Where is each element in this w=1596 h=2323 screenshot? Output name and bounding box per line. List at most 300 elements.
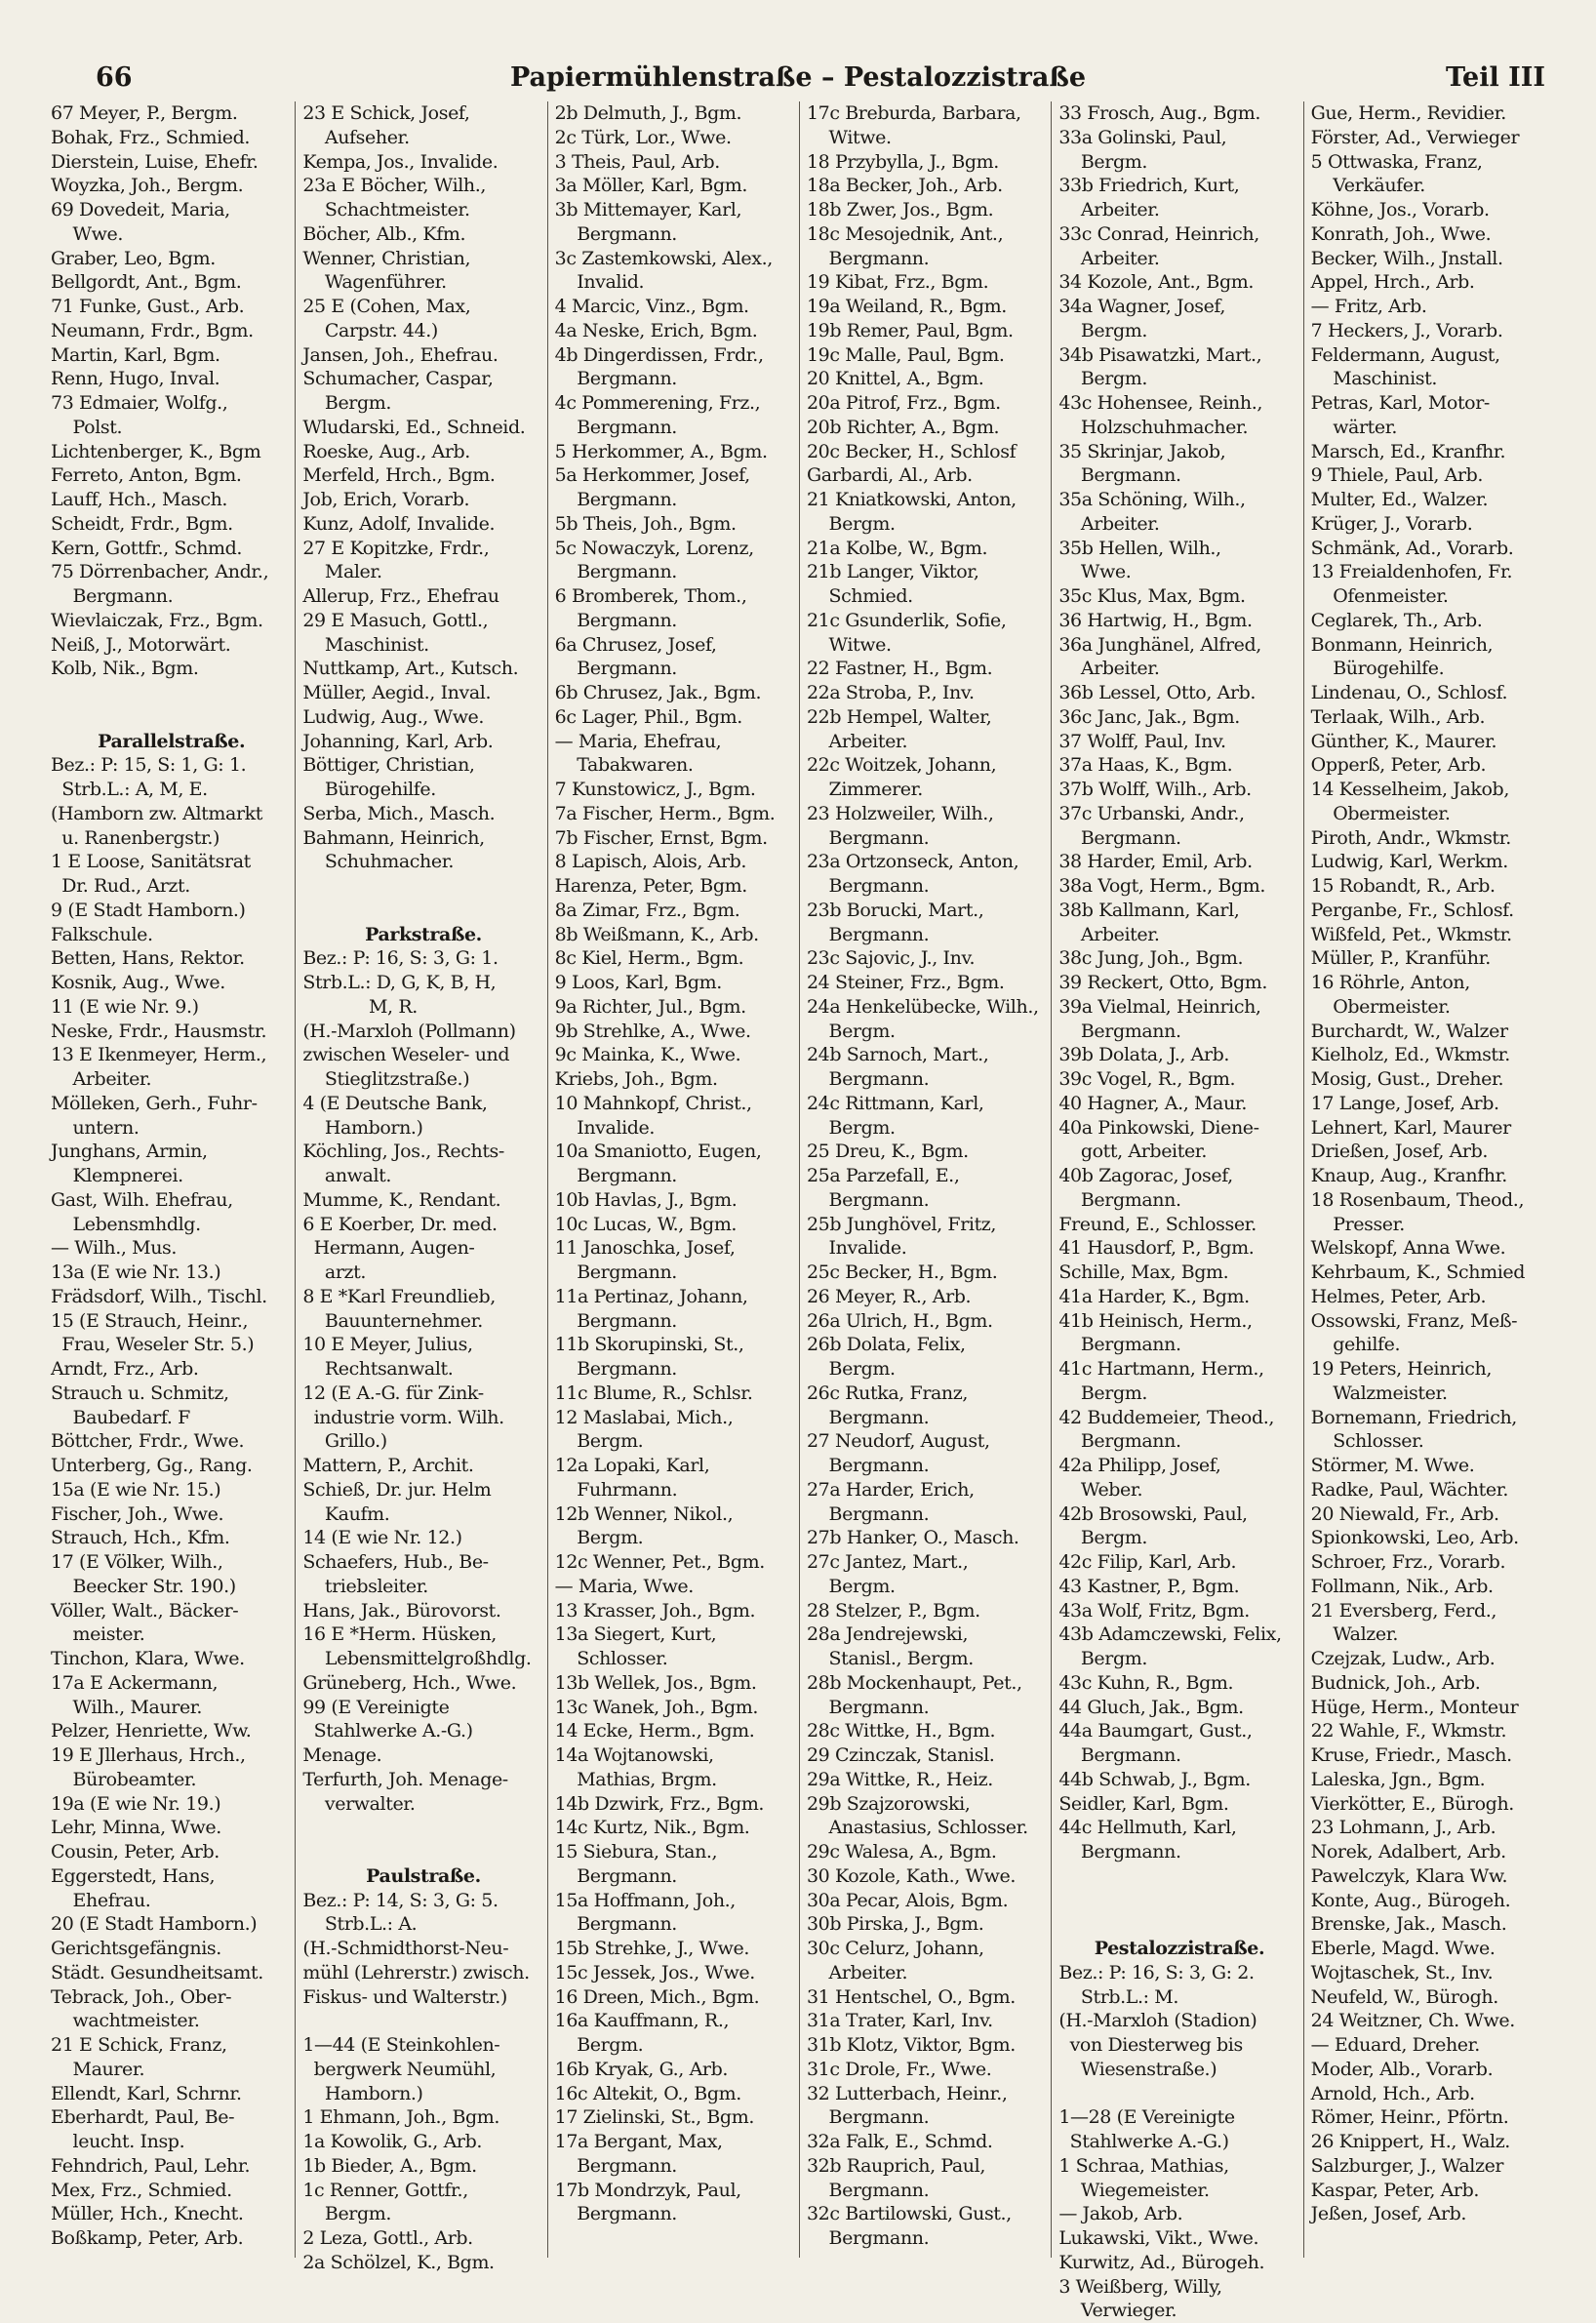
directory-entry-line: 15c Jessek, Jos., Wwe.	[554, 1961, 755, 1983]
directory-entry-line: 19 Kibat, Frz., Bgm.	[806, 271, 989, 294]
directory-entry-line: 27a Harder, Erich,	[806, 1478, 975, 1501]
directory-entry-line: Römer, Heinr., Pförtn.	[1310, 2106, 1509, 2129]
directory-entry-line: Unterberg, Gg., Rang.	[51, 1455, 253, 1476]
directory-entry-line: Aufseher.	[302, 126, 410, 148]
directory-entry-line: 15 (E Strauch, Heinr.,	[51, 1309, 249, 1332]
directory-entry-line: 39 Reckert, Otto, Bgm.	[1058, 972, 1268, 993]
directory-entry-line: Bornemann, Friedrich,	[1310, 1406, 1517, 1428]
directory-entry-line: Beecker Str. 190.)	[51, 1575, 236, 1597]
directory-entry-line: Bergmann.	[554, 1262, 677, 1283]
directory-entry-line: 31c Drole, Fr., Wwe.	[806, 2058, 992, 2080]
directory-entry-line: 24c Rittmann, Karl,	[806, 1092, 984, 1114]
directory-entry-line: Martin, Karl, Bgm.	[51, 343, 220, 366]
directory-entry-line: Bergmann.	[554, 1864, 677, 1887]
directory-entry-line: 23a E Böcher, Wilh.,	[302, 175, 487, 197]
directory-entry-line: 42 Buddemeier, Theod.,	[1058, 1406, 1274, 1428]
directory-entry-line: Wwe.	[51, 222, 124, 245]
directory-entry-line: 38c Jung, Joh., Bgm.	[1058, 947, 1244, 970]
directory-entry-line: Bez.: P: 14, S: 3, G: 5.	[302, 1889, 499, 1911]
directory-entry-line: Ludwig, Karl, Werkm.	[1310, 851, 1508, 873]
directory-entry-line: 37a Haas, K., Bgm.	[1058, 754, 1233, 777]
directory-entry-line: Neske, Frdr., Hausmstr.	[51, 1020, 267, 1042]
directory-entry-line: Witwe.	[806, 633, 892, 656]
directory-entry-line: Bergmann.	[554, 489, 677, 510]
directory-entry-line: wachtmeister.	[51, 2010, 200, 2032]
directory-entry-line: 34b Pisawatzki, Mart.,	[1058, 343, 1262, 366]
directory-entry-line: 25 Dreu, K., Bgm.	[806, 1141, 969, 1163]
directory-entry-line: Feldermann, August,	[1310, 343, 1500, 366]
directory-entry-line: 39a Vielmal, Heinrich,	[1058, 995, 1261, 1018]
directory-entry-line: 23 Lohmann, J., Arb.	[1310, 1817, 1496, 1839]
directory-entry-line: Drießen, Josef, Arb.	[1310, 1141, 1489, 1163]
directory-entry-line: 10a Smaniotto, Eugen,	[554, 1141, 762, 1163]
directory-entry-line: Verkäufer.	[1310, 175, 1425, 197]
directory-entry-line: 25b Junghövel, Fritz,	[806, 1213, 997, 1235]
directory-entry-line: Bellgordt, Ant., Bgm.	[51, 271, 242, 294]
directory-entry-line: Cousin, Peter, Arb.	[51, 1841, 219, 1862]
directory-entry-line: 6a Chrusez, Josef,	[554, 633, 717, 656]
directory-entry-line: Schieß, Dr. jur. Helm	[302, 1478, 492, 1501]
directory-entry-line: Neiß, J., Motorwärt.	[51, 633, 231, 656]
directory-entry-line: Bergmann.	[554, 1309, 677, 1332]
directory-entry-line: 20b Richter, A., Bgm.	[806, 416, 1000, 438]
directory-entry-line: Invalide.	[554, 1116, 656, 1139]
directory-entry-line	[1058, 1864, 1299, 1889]
directory-entry-line: Ofenmeister.	[1310, 585, 1449, 607]
directory-entry-line: Schuhmacher.	[302, 851, 454, 873]
directory-entry-line: 42c Filip, Karl, Arb.	[1058, 1551, 1237, 1573]
directory-entry-line: mühl (Lehrerstr.) zwisch.	[302, 1961, 530, 1983]
directory-entry-line: 75 Dörrenbacher, Andr.,	[51, 561, 269, 583]
directory-entry-line: Mattern, P., Archit.	[302, 1455, 474, 1476]
directory-entry-line: 1 Schraa, Mathias,	[1058, 2154, 1229, 2177]
directory-entry-line: 27b Hanker, O., Masch.	[806, 1527, 1019, 1549]
directory-entry-line: Eberle, Magd. Wwe.	[1310, 1938, 1496, 1959]
directory-entry-line: Kriebs, Joh., Bgm.	[554, 1068, 718, 1090]
directory-entry-line: 19a Weiland, R., Bgm.	[806, 296, 1007, 317]
directory-entry-line: 23b Borucki, Mart.,	[806, 899, 984, 921]
directory-entry-line: 3a Möller, Karl, Bgm.	[554, 175, 748, 197]
directory-entry-line: Tinchon, Klara, Wwe.	[51, 1648, 245, 1669]
directory-entry-line: Rechtsanwalt.	[302, 1358, 454, 1380]
directory-entry-line: Dr. Rud., Arzt.	[51, 875, 190, 897]
directory-entry-line: Maler.	[302, 561, 382, 583]
directory-entry-line: 2a Schölzel, K., Bgm.	[302, 2251, 495, 2273]
directory-entry-line: Bergmann.	[554, 561, 677, 583]
directory-entry-line: Hamborn.)	[302, 2082, 423, 2104]
directory-entry-line: 39c Vogel, R., Bgm.	[1058, 1068, 1236, 1090]
directory-entry-line: 36a Junghänel, Alfred,	[1058, 633, 1261, 656]
directory-entry-line: Bergm.	[554, 1527, 644, 1549]
directory-entry-line: Tebrack, Joh., Ober-	[51, 1985, 232, 2008]
directory-entry-line: Bergmann.	[554, 2203, 677, 2225]
directory-entry-line: 19c Malle, Paul, Bgm.	[806, 343, 1005, 366]
directory-entry-line: 4b Dingerdissen, Frdr.,	[554, 343, 764, 366]
directory-entry-line: anwalt.	[302, 1165, 391, 1186]
directory-entry-line: 2 Leza, Gottl., Arb.	[302, 2227, 473, 2249]
column-1	[51, 101, 295, 2258]
directory-entry-line: 14 Ecke, Herm., Bgm.	[554, 1720, 755, 1742]
directory-entry-line: 43a Wolf, Fritz, Bgm.	[1058, 1599, 1250, 1622]
directory-entry-line: Bergm.	[302, 2203, 391, 2225]
directory-entry-line: Schille, Max, Bgm.	[1058, 1262, 1229, 1283]
directory-entry-line: Scheidt, Frdr., Bgm.	[51, 512, 233, 535]
directory-entry-line: 32c Bartilowski, Gust.,	[806, 2203, 1012, 2225]
directory-entry-line: 20c Becker, H., Schlosf	[806, 440, 1017, 462]
directory-entry-line: 35a Schöning, Wilh.,	[1058, 489, 1246, 510]
directory-entry-line: 14 (E wie Nr. 12.)	[302, 1527, 462, 1549]
directory-entry-line: industrie vorm. Wilh.	[302, 1406, 504, 1428]
directory-entry-line: gehilfe.	[1310, 1334, 1401, 1356]
directory-entry-line: 11c Blume, R., Schlsr.	[554, 1382, 753, 1404]
directory-entry-line: Bergm.	[554, 2034, 644, 2056]
directory-entry-line: bergwerk Neumühl,	[302, 2058, 497, 2080]
directory-entry-line: Maurer.	[51, 2058, 145, 2080]
directory-entry-line: 17a E Ackermann,	[51, 1671, 219, 1694]
directory-entry-line: Burchardt, W., Walzer	[1310, 1020, 1508, 1042]
directory-entry-line: 6b Chrusez, Jak., Bgm.	[554, 682, 762, 703]
directory-entry-line: 38b Kallmann, Karl,	[1058, 899, 1240, 921]
directory-entry-line: 1—44 (E Steinkohlen-	[302, 2034, 500, 2056]
directory-entry-line: zwischen Weseler- und	[302, 1044, 510, 1066]
directory-entry-line: Bergmann.	[806, 2179, 930, 2201]
directory-entry-line: Arbeiter.	[1058, 923, 1160, 945]
directory-entry-line: 5 Herkommer, A., Bgm.	[554, 440, 768, 462]
directory-entry-line: 28c Wittke, H., Bgm.	[806, 1720, 996, 1742]
directory-entry-line: 4c Pommerening, Frz.,	[554, 392, 761, 414]
directory-entry-line: Neufeld, W., Bürogh.	[1310, 1985, 1498, 2008]
directory-entry-line	[302, 1816, 543, 1840]
directory-entry-line: Lebensmhdlg.	[51, 1213, 201, 1235]
directory-entry-line: Renn, Hugo, Inval.	[51, 368, 220, 390]
directory-entry-line: Wiesenstraße.)	[1058, 2058, 1217, 2080]
directory-entry-line: Kurwitz, Ad., Bürogeh.	[1058, 2251, 1265, 2273]
directory-entry-line: 13 E Ikenmeyer, Herm.,	[51, 1044, 267, 1066]
directory-entry-line: Kempa, Jos., Invalide.	[302, 150, 499, 173]
directory-entry-line: Ellendt, Karl, Schrnr.	[51, 2082, 242, 2104]
directory-entry-line: 9c Mainka, K., Wwe.	[554, 1044, 741, 1066]
directory-entry-line: 5c Nowaczyk, Lorenz,	[554, 537, 754, 559]
directory-entry-line: Gerichtsgefängnis.	[51, 1938, 221, 1959]
directory-entry-line: Förster, Ad., Verwieger	[1310, 126, 1520, 148]
directory-entry-line: 18b Zwer, Jos., Bgm.	[806, 199, 994, 220]
directory-entry-line: Böcher, Alb., Kfm.	[302, 222, 466, 245]
directory-entry-line: 18a Becker, Joh., Arb.	[806, 175, 1003, 197]
directory-entry-line: Arbeiter.	[806, 730, 908, 752]
directory-entry-line: Bergm.	[1058, 368, 1147, 390]
directory-entry-line: 14c Kurtz, Nik., Bgm.	[554, 1817, 750, 1839]
directory-entry-line: Bürogehilfe.	[302, 779, 436, 800]
directory-entry-line: 43c Hohensee, Reinh.,	[1058, 392, 1262, 414]
directory-entry-line: Bergm.	[1058, 319, 1147, 341]
directory-entry-line: Gue, Herm., Revidier.	[1310, 102, 1506, 124]
directory-entry-line: Lebensmittelgroßhdlg.	[302, 1648, 532, 1669]
directory-entry-line: 18c Mesojednik, Ant.,	[806, 222, 1004, 245]
directory-entry-line: Kosnik, Aug., Wwe.	[51, 972, 225, 993]
directory-entry-line: 8 Lapisch, Alois, Arb.	[554, 851, 747, 873]
directory-entry-line: 21 Kniatkowski, Anton,	[806, 489, 1017, 510]
directory-entry-line: 16 E *Herm. Hüsken,	[302, 1623, 497, 1646]
directory-entry-line: Spionkowski, Leo, Arb.	[1310, 1527, 1519, 1549]
directory-entry-line: 69 Dovedeit, Maria,	[51, 199, 230, 220]
directory-entry-line: 13a Siegert, Kurt,	[554, 1623, 717, 1646]
directory-entry-line: Lindenau, O., Schlosf.	[1310, 682, 1508, 703]
directory-entry-line: Bohak, Frz., Schmied.	[51, 126, 250, 148]
directory-entry-line: Mölleken, Gerh., Fuhr-	[51, 1092, 258, 1114]
directory-entry-line: 20 (E Stadt Hamborn.)	[51, 1913, 258, 1936]
directory-entry-line: Konrath, Joh., Wwe.	[1310, 222, 1492, 245]
directory-entry-line: 4 (E Deutsche Bank,	[302, 1092, 488, 1114]
directory-entry-line: Nuttkamp, Art., Kutsch.	[302, 658, 519, 680]
directory-entry-line: Maschinist.	[302, 633, 429, 656]
directory-entry-line: Weber.	[1058, 1478, 1143, 1501]
directory-entry-line: Frau, Weseler Str. 5.)	[51, 1334, 255, 1356]
street-heading: Paulstraße.	[366, 1864, 481, 1887]
directory-entry-line: Job, Erich, Vorarb.	[302, 489, 470, 510]
directory-entry-line: — Wilh., Mus.	[51, 1237, 178, 1260]
directory-entry-line: 25 E (Cohen, Max,	[302, 296, 471, 317]
directory-entry-line: Pawelczyk, Klara Ww.	[1310, 1864, 1508, 1887]
directory-entry-line: — Maria, Wwe.	[554, 1575, 694, 1597]
directory-entry-line: Bergmann.	[554, 609, 677, 631]
directory-entry-line: Wievlaiczak, Frz., Bgm.	[51, 609, 263, 631]
directory-entry-line: Arnold, Hch., Arb.	[1310, 2082, 1475, 2104]
directory-entry-line: — Fritz, Arb.	[1310, 296, 1427, 317]
directory-entry-line: 26a Ulrich, H., Bgm.	[806, 1309, 993, 1332]
directory-entry-line: Becker, Wilh., Jnstall.	[1310, 247, 1503, 269]
directory-entry-line: 29a Wittke, R., Heiz.	[806, 1768, 993, 1790]
street-heading: Pestalozzistraße.	[1094, 1938, 1265, 1959]
directory-entry-line: Bergmann.	[1058, 1188, 1181, 1211]
directory-entry-line: 2b Delmuth, J., Bgm.	[554, 102, 742, 124]
directory-entry-line: Junghans, Armin,	[51, 1141, 208, 1163]
directory-entry-line	[302, 899, 543, 923]
directory-entry-line: Czejzak, Ludw., Arb.	[1310, 1648, 1496, 1669]
directory-entry-line: 21 Eversberg, Ferd.,	[1310, 1599, 1496, 1622]
directory-entry-line: 36 Hartwig, H., Bgm.	[1058, 609, 1253, 631]
directory-entry-line: 1a Kowolik, G., Arb.	[302, 2131, 482, 2152]
directory-entry-line: 33c Conrad, Heinrich,	[1058, 222, 1259, 245]
directory-entry-line: Fischer, Joh., Wwe.	[51, 1502, 224, 1525]
directory-entry-line: 16b Kryak, G., Arb.	[554, 2058, 728, 2080]
directory-entry-line: 15b Strehke, J., Wwe.	[554, 1938, 750, 1959]
directory-entry-line: Schaefers, Hub., Be-	[302, 1551, 489, 1573]
directory-entry-line: 25a Parzefall, E.,	[806, 1165, 960, 1186]
directory-entry-line: Allerup, Frz., Ehefrau	[302, 585, 499, 607]
directory-entry-line: Brenske, Jak., Masch.	[1310, 1913, 1507, 1936]
directory-entry-line: Bergmann.	[554, 658, 677, 680]
directory-entry-line: 67 Meyer, P., Bergm.	[51, 102, 238, 124]
directory-entry-line: Bergm.	[554, 1430, 644, 1453]
directory-entry-line: 17 (E Völker, Wilh.,	[51, 1551, 223, 1573]
directory-entry-line: Bürogehilfe.	[1310, 658, 1445, 680]
directory-entry-line: 35c Klus, Max, Bgm.	[1058, 585, 1246, 607]
directory-entry-line: Bergmann.	[554, 222, 677, 245]
directory-entry-line: 26 Meyer, R., Arb.	[806, 1285, 972, 1307]
directory-entry-line: Strb.L.: D, G, K, B, H,	[302, 972, 497, 993]
directory-entry-line: 28 Stelzer, P., Bgm.	[806, 1599, 980, 1622]
column-3	[547, 101, 799, 2258]
directory-entry-line: Perganbe, Fr., Schlosf.	[1310, 899, 1514, 921]
directory-entry-line: Strb.L.: A, M, E.	[51, 779, 208, 800]
directory-entry-line: 5a Herkommer, Josef,	[554, 464, 750, 487]
directory-entry-line: Bergmann.	[1058, 1841, 1181, 1862]
directory-entry-line: Schlosser.	[1310, 1430, 1424, 1453]
directory-entry-line: 31b Klotz, Viktor, Bgm.	[806, 2034, 1016, 2056]
directory-entry-line: Müller, Hch., Knecht.	[51, 2203, 244, 2225]
directory-entry-line: 3 Theis, Paul, Arb.	[554, 150, 720, 173]
directory-entry-line: Walzer.	[1310, 1623, 1398, 1646]
directory-entry-line: 8b Weißmann, K., Arb.	[554, 923, 759, 945]
directory-entry-line: 13b Wellek, Jos., Bgm.	[554, 1671, 757, 1694]
directory-entry-line: 33a Golinski, Paul,	[1058, 126, 1227, 148]
directory-entry-line: 27c Jantez, Mart.,	[806, 1551, 969, 1573]
directory-entry-line: 22a Stroba, P., Inv.	[806, 682, 975, 703]
directory-entry-line: 3 Weißberg, Willy,	[1058, 2275, 1222, 2298]
directory-entry-line: 19a (E wie Nr. 19.)	[51, 1792, 221, 1815]
directory-entry-line: Woyzka, Joh., Bergm.	[51, 175, 244, 197]
directory-entry-line: 3c Zastemkowski, Alex.,	[554, 247, 773, 269]
directory-entry-line: Baubedarf. F	[51, 1406, 190, 1428]
directory-entry-line: Bergmann.	[806, 1406, 930, 1428]
directory-entry-line: 31 Hentschel, O., Bgm.	[806, 1985, 1016, 2008]
directory-entry-line: 3b Mittemayer, Karl,	[554, 199, 742, 220]
directory-entry-line: Wagenführer.	[302, 271, 447, 294]
directory-entry-line: Holzschuhmacher.	[1058, 416, 1249, 438]
directory-entry-line: Ferreto, Anton, Bgm.	[51, 464, 242, 487]
directory-entry-line: 22 Wahle, F., Wkmstr.	[1310, 1720, 1507, 1742]
directory-entry-line: Obermeister.	[1310, 995, 1451, 1018]
directory-entry-line: 5 Ottwaska, Franz,	[1310, 150, 1483, 173]
directory-entry-line: 22 Fastner, H., Bgm.	[806, 658, 993, 680]
directory-entry-line: Follmann, Nik., Arb.	[1310, 1575, 1494, 1597]
directory-entry-line: Bergmann.	[806, 923, 930, 945]
directory-entry-line: Grüneberg, Hch., Wwe.	[302, 1671, 517, 1694]
directory-entry-line: Gast, Wilh. Ehefrau,	[51, 1188, 233, 1211]
directory-entry-line: Bergmann.	[806, 1188, 930, 1211]
directory-entry-line: Köhne, Jos., Vorarb.	[1310, 199, 1490, 220]
directory-entry-line: Hamborn.)	[302, 1116, 423, 1139]
directory-entry-line: 8c Kiel, Herm., Bgm.	[554, 947, 744, 970]
directory-entry-line: 1 Ehmann, Joh., Bgm.	[302, 2106, 500, 2129]
directory-entry-line: 27 Neudorf, August,	[806, 1430, 990, 1453]
directory-entry-line: Bergm.	[806, 1575, 896, 1597]
directory-entry-line: 15a (E wie Nr. 15.)	[51, 1478, 221, 1501]
directory-entry-line: Menage.	[302, 1744, 382, 1766]
directory-entry-line: Appel, Hrch., Arb.	[1310, 271, 1475, 294]
column-4	[799, 101, 1051, 2258]
directory-entry-line: 13c Wanek, Joh., Bgm.	[554, 1696, 758, 1718]
directory-entry-line: Bergmann.	[554, 1913, 677, 1936]
directory-entry-line: 39b Dolata, J., Arb.	[1058, 1044, 1230, 1066]
directory-entry-line: (Hamborn zw. Altmarkt	[51, 802, 262, 824]
directory-entry-line: Bergm.	[806, 1358, 896, 1380]
directory-entry-line: Invalide.	[806, 1237, 907, 1260]
directory-entry-line: 20a Pitrof, Frz., Bgm.	[806, 392, 1001, 414]
directory-entry-line: 20 Niewald, Fr., Arb.	[1310, 1502, 1499, 1525]
directory-entry-line: 29 E Masuch, Gottl.,	[302, 609, 489, 631]
directory-entry-line: Budnick, Joh., Arb.	[1310, 1671, 1481, 1694]
directory-entry-line: Schroer, Frz., Vorarb.	[1310, 1551, 1506, 1573]
directory-entry-line: 18 Przybylla, J., Bgm.	[806, 150, 999, 173]
directory-entry-line: 14b Dzwirk, Frz., Bgm.	[554, 1792, 765, 1815]
directory-entry-line: Bez.: P: 15, S: 1, G: 1.	[51, 754, 247, 777]
directory-entry-line: Bergm.	[806, 1020, 896, 1042]
directory-entry-line: 30c Celurz, Johann,	[806, 1938, 984, 1959]
directory-entry-line: Wißfeld, Pet., Wkmstr.	[1310, 923, 1512, 945]
directory-entry-line: 27 E Kopitzke, Frdr.,	[302, 537, 490, 559]
directory-entry-line: 28b Mockenhaupt, Pet.,	[806, 1671, 1022, 1694]
directory-entry-line: Bergmann.	[1058, 1744, 1181, 1766]
directory-entry-line: — Jakob, Arb.	[1058, 2203, 1183, 2225]
directory-entry-line: Witwe.	[806, 126, 892, 148]
directory-entry-line: 26c Rutka, Franz,	[806, 1382, 969, 1404]
directory-entry-line	[51, 681, 292, 705]
directory-entry-line: Stahlwerke A.-G.)	[302, 1720, 473, 1742]
directory-entry-line: Arbeiter.	[51, 1068, 152, 1090]
directory-entry-line: Terlaak, Wilh., Arb.	[1310, 705, 1486, 728]
directory-entry-line: Neumann, Frdr., Bgm.	[51, 319, 254, 341]
directory-entry-line: 34 Kozole, Ant., Bgm.	[1058, 271, 1254, 294]
directory-entry-line: Polst.	[51, 416, 123, 438]
directory-entry-line: 10b Havlas, J., Bgm.	[554, 1188, 738, 1211]
directory-entry-line: Kunz, Adolf, Invalide.	[302, 512, 496, 535]
directory-entry-line: Bergm.	[806, 512, 896, 535]
directory-entry-line: Garbardi, Al., Arb.	[806, 464, 973, 487]
directory-entry-line: 15 Siebura, Stan.,	[554, 1841, 718, 1862]
street-heading: Parallelstraße.	[98, 730, 246, 752]
directory-entry-line: Lichtenberger, K., Bgm	[51, 440, 261, 462]
directory-entry-line: 10 E Meyer, Julius,	[302, 1334, 473, 1356]
directory-entry-line: Betten, Hans, Rektor.	[51, 947, 245, 970]
directory-entry-line: Kaufm.	[302, 1502, 390, 1525]
directory-entry-line: 17 Lange, Josef, Arb.	[1310, 1092, 1499, 1114]
directory-entry-line: 18 Rosenbaum, Theod.,	[1310, 1188, 1525, 1211]
directory-entry-line: M, R.	[302, 995, 418, 1018]
directory-entry-line: 25c Becker, H., Bgm.	[806, 1262, 998, 1283]
directory-entry-line: 9a Richter, Jul., Bgm.	[554, 995, 746, 1018]
directory-entry-line: Bergm.	[1058, 1382, 1147, 1404]
directory-entry-line: Petras, Karl, Motor-	[1310, 392, 1490, 414]
directory-entry-line: Bergm.	[806, 1116, 896, 1139]
directory-entry-line: Vierkötter, E., Bürogh.	[1310, 1792, 1514, 1815]
directory-entry-line: 12 (E A.-G. für Zink-	[302, 1382, 484, 1404]
directory-entry-line: Schachtmeister.	[302, 199, 470, 220]
directory-entry-line: Bergmann.	[806, 1068, 930, 1090]
directory-entry-line: Bergmann.	[554, 1358, 677, 1380]
directory-entry-line: (H.-Schmidthorst-Neu-	[302, 1938, 509, 1959]
directory-entry-line: 34a Wagner, Josef,	[1058, 296, 1226, 317]
directory-entry-line: 37c Urbanski, Andr.,	[1058, 802, 1245, 824]
directory-entry-line: 29b Szajzorowski,	[806, 1792, 971, 1815]
directory-entry-line: 4a Neske, Erich, Bgm.	[554, 319, 758, 341]
directory-entry-line: 32b Rauprich, Paul,	[806, 2154, 985, 2177]
directory-entry-line: Bergm.	[1058, 150, 1147, 173]
directory-entry-line: — Maria, Ehefrau,	[554, 730, 722, 752]
directory-entry-line: Jeßen, Josef, Arb.	[1310, 2203, 1467, 2225]
directory-entry-line: Multer, Ed., Walzer.	[1310, 489, 1489, 510]
directory-entry-line: 16c Altekit, O., Bgm.	[554, 2082, 741, 2104]
directory-entry-line: Bergmann.	[554, 1165, 677, 1186]
directory-entry-line: Kielholz, Ed., Wkmstr.	[1310, 1044, 1510, 1066]
directory-entry-line: 16 Röhrle, Anton,	[1310, 972, 1470, 993]
directory-entry-line: 43 Kastner, P., Bgm.	[1058, 1575, 1240, 1597]
directory-entry-line: 44 Gluch, Jak., Bgm.	[1058, 1696, 1244, 1718]
directory-entry-line: Müller, Aegid., Inval.	[302, 682, 492, 703]
directory-entry-line: 30b Pirska, J., Bgm.	[806, 1913, 984, 1936]
directory-entry-line: Dierstein, Luise, Ehefr.	[51, 150, 259, 173]
directory-entry-line: Arbeiter.	[1058, 247, 1160, 269]
